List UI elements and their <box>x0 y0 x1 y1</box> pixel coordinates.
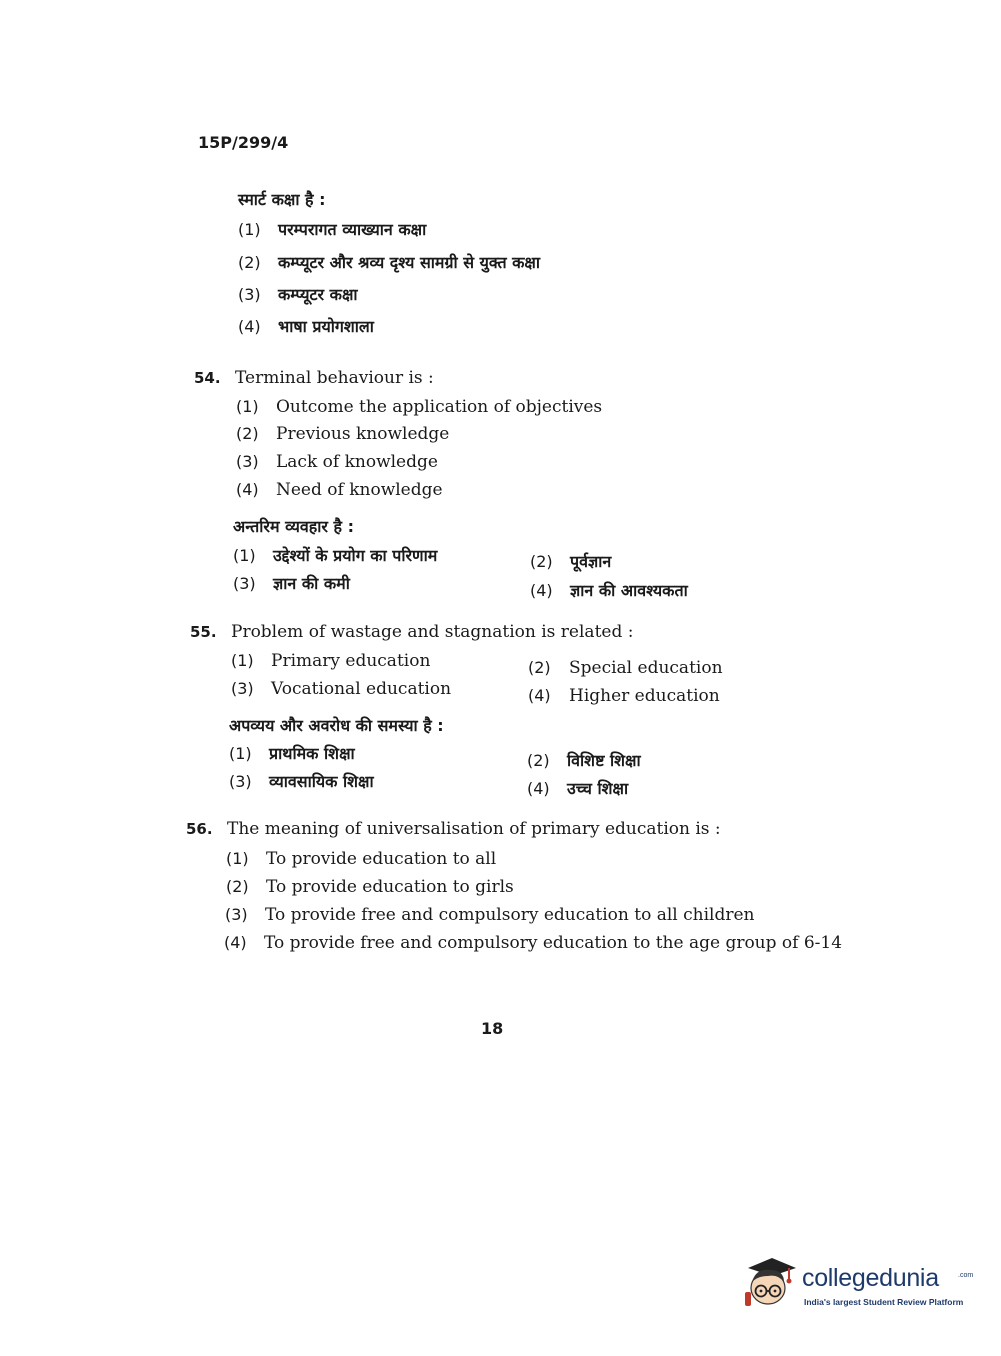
question-number: 54. <box>194 369 221 387</box>
option-num: (3) <box>225 905 248 924</box>
option-text: Higher education <box>569 686 720 706</box>
option-text: To provide free and compulsory education to all children <box>265 905 755 925</box>
option-text: ज्ञान की कमी <box>273 574 350 593</box>
option-num: (2) <box>226 877 249 896</box>
q53-hindi-option-text: भाषा प्रयोगशाला <box>278 317 374 336</box>
q53-hindi-option-num: (1) <box>238 220 261 239</box>
option-text: व्यावसायिक शिक्षा <box>269 772 374 791</box>
question-stem: Problem of wastage and stagnation is related : <box>231 622 634 642</box>
option-num: (2) <box>236 424 259 443</box>
option-num: (4) <box>530 581 553 600</box>
option-num: (3) <box>236 452 259 471</box>
option-num: (1) <box>226 849 249 868</box>
option-text: To provide education to all <box>266 849 497 869</box>
q53-hindi-option-text: कम्प्यूटर और श्रव्य दृश्य सामग्री से युक्त कक्षा <box>278 253 541 272</box>
option-num: (1) <box>229 744 252 763</box>
option-text: Vocational education <box>271 679 452 699</box>
option-num: (4) <box>527 779 550 798</box>
option-num: (2) <box>530 552 553 571</box>
question-stem: The meaning of universalisation of primary education is : <box>227 819 721 839</box>
option-num: (4) <box>236 480 259 499</box>
q53-hindi-option-num: (4) <box>238 317 261 336</box>
brand-tagline: India's largest Student Review Platform <box>804 1297 964 1307</box>
q53-hindi-option-num: (3) <box>238 285 261 304</box>
collegedunia-logo <box>742 1254 972 1314</box>
option-text: Lack of knowledge <box>276 452 438 472</box>
option-text: पूर्वज्ञान <box>570 552 612 571</box>
question-stem: Terminal behaviour is : <box>235 368 434 388</box>
brand-domain: .com <box>958 1272 974 1279</box>
question-hindi-stem: अन्तरिम व्यवहार है : <box>233 517 354 536</box>
option-num: (1) <box>236 397 259 416</box>
question-number: 56. <box>186 820 213 838</box>
option-text: Primary education <box>271 651 431 671</box>
option-num: (1) <box>233 546 256 565</box>
page-number: 18 <box>481 1019 504 1038</box>
option-text: Outcome the application of objectives <box>276 397 603 417</box>
option-num: (4) <box>528 686 551 705</box>
q53-hindi-option-num: (2) <box>238 253 261 272</box>
option-text: To provide free and compulsory education to the age group of 6-14 <box>264 933 843 953</box>
option-num: (3) <box>231 679 254 698</box>
option-text: To provide education to girls <box>266 877 514 897</box>
option-num: (2) <box>528 658 551 677</box>
option-text: प्राथमिक शिक्षा <box>269 744 355 763</box>
paper-code: 15P/299/4 <box>198 133 289 152</box>
question-hindi-stem: अपव्यय और अवरोध की समस्या है : <box>229 716 444 735</box>
brand-name: collegedunia <box>802 1264 939 1292</box>
option-num: (2) <box>527 751 550 770</box>
mascot-icon <box>742 1254 798 1310</box>
option-text: विशिष्ट शिक्षा <box>567 751 641 770</box>
option-text: Previous knowledge <box>276 424 450 444</box>
q53-hindi-stem: स्मार्ट कक्षा है : <box>238 190 326 209</box>
option-text: Need of knowledge <box>276 480 443 500</box>
option-text: ज्ञान की आवश्यकता <box>570 581 688 600</box>
option-num: (3) <box>233 574 256 593</box>
option-text: उद्देश्यों के प्रयोग का परिणाम <box>273 546 438 565</box>
option-text: Special education <box>569 658 723 678</box>
q53-hindi-option-text: कम्प्यूटर कक्षा <box>278 285 358 304</box>
option-num: (1) <box>231 651 254 670</box>
q53-hindi-option-text: परम्परागत व्याख्यान कक्षा <box>278 220 427 239</box>
option-text: उच्च शिक्षा <box>567 779 629 798</box>
option-num: (3) <box>229 772 252 791</box>
question-number: 55. <box>190 623 217 641</box>
option-num: (4) <box>224 933 247 952</box>
